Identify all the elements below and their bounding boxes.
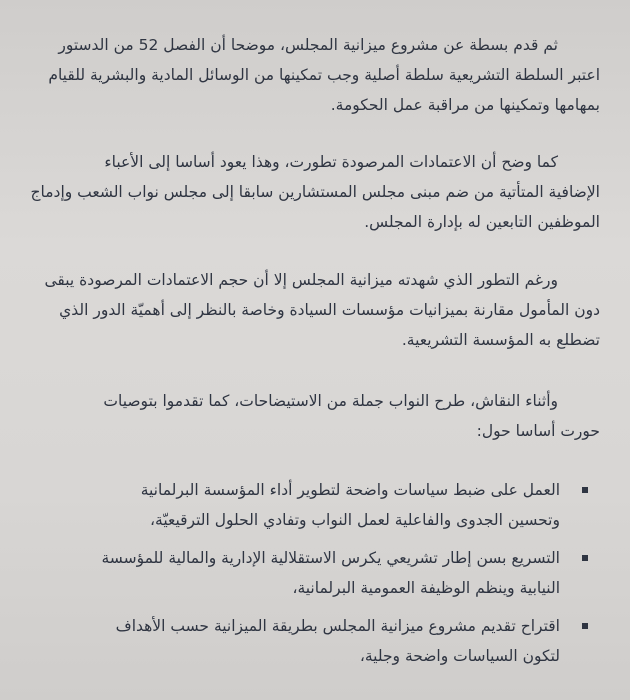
- recommendation-line: النيابية وينظم الوظيفة العمومية البرلمانية،: [292, 579, 560, 597]
- recommendation-line: وتحسين الجدوى والفاعلية لعمل النواب وتفادي الحلول الترقيعيّة،: [150, 511, 560, 529]
- paragraph-line: ثم قدم بسطة عن مشروع ميزانية المجلس، موضحا أن الفصل 52 من الدستور: [58, 36, 558, 54]
- recommendation-line: لتكون السياسات واضحة وجلية،: [359, 647, 560, 665]
- recommendation-item: [28, 475, 600, 535]
- recommendation-line: العمل على ضبط سياسات واضحة لتطوير أداء المؤسسة البرلمانية: [140, 481, 560, 499]
- paragraph-discussion: [28, 386, 600, 446]
- paragraph-line: الموظفين التابعين له بإدارة المجلس.: [364, 213, 600, 231]
- paragraph-line: حورت أساسا حول:: [476, 422, 600, 440]
- recommendations-list: [28, 475, 600, 679]
- paragraph-line: اعتبر السلطة التشريعية سلطة أصلية وجب تمكينها من الوسائل المادية والبشرية للقيام: [48, 66, 600, 84]
- paragraph-appropriations: [28, 147, 600, 237]
- paragraph-line: دون المأمول مقارنة بميزانيات مؤسسات السيادة وخاصة بالنظر إلى أهميّة الدور الذي: [59, 301, 600, 319]
- paragraph-line: تضطلع به المؤسسة التشريعية.: [401, 331, 600, 349]
- recommendation-line: اقتراح تقديم مشروع ميزانية المجلس بطريقة الميزانية حسب الأهداف: [115, 617, 560, 635]
- square-bullet-icon: [582, 487, 588, 493]
- paragraph-line: ورغم التطور الذي شهدته ميزانية المجلس إلا أن حجم الاعتمادات المرصودة يبقى: [44, 271, 558, 289]
- paragraph-line: بمهامها وتمكينها من مراقبة عمل الحكومة.: [330, 96, 600, 114]
- paragraph-budget-growth: [28, 265, 600, 355]
- recommendation-line: التسريع بسن إطار تشريعي يكرس الاستقلالية الإدارية والمالية للمؤسسة: [101, 549, 560, 567]
- paragraph-line: كما وضح أن الاعتمادات المرصودة تطورت، وهذا يعود أساسا إلى الأعباء: [104, 153, 558, 171]
- square-bullet-icon: [582, 623, 588, 629]
- paragraph-budget-presentation: [28, 30, 600, 120]
- square-bullet-icon: [582, 555, 588, 561]
- recommendation-item: [28, 611, 600, 671]
- paragraph-line: الإضافية المتأتية من ضم مبنى مجلس المستشارين سابقا إلى مجلس نواب الشعب وإدماج: [30, 183, 600, 201]
- recommendation-item: [28, 543, 600, 603]
- paragraph-line: وأثناء النقاش، طرح النواب جملة من الاستيضاحات، كما تقدموا بتوصيات: [103, 392, 558, 410]
